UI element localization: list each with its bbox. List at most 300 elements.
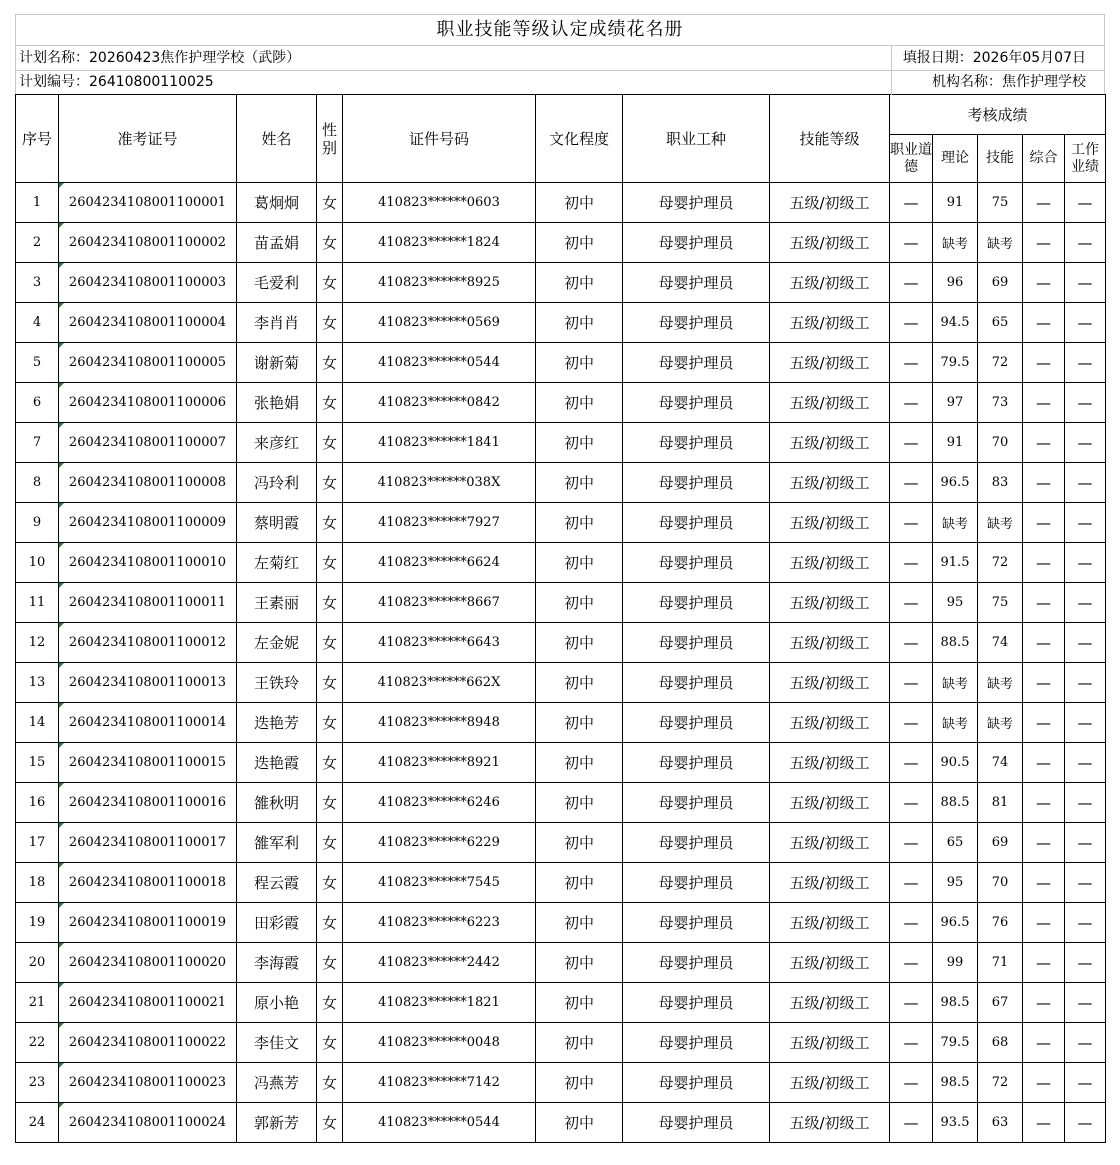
cell-ticket: 2604234108001100010 [59,543,237,583]
table-row [16,463,1106,503]
cell-gender: 女 [317,423,343,463]
cell-level: 五级/初级工 [770,903,890,943]
cell-skill: 83 [978,463,1023,503]
cell-seq: 8 [16,463,59,503]
cell-theory: 79.5 [933,343,978,383]
table-row [16,503,1106,543]
cell-education: 初中 [536,343,623,383]
cell-skill: 缺考 [978,223,1023,263]
cell-occupation: 母婴护理员 [623,743,770,783]
cell-skill: 70 [978,423,1023,463]
info-row-code [15,71,1105,94]
cell-level: 五级/初级工 [770,943,890,983]
cell-occupation: 母婴护理员 [623,463,770,503]
cell-skill: 72 [978,1063,1023,1103]
cell-work: — [1065,343,1106,383]
cell-ticket: 2604234108001100021 [59,983,237,1023]
cell-education: 初中 [536,983,623,1023]
cell-gender: 女 [317,903,343,943]
cell-gender: 女 [317,703,343,743]
cell-skill: 75 [978,583,1023,623]
cell-theory: 96.5 [933,903,978,943]
cell-gender: 女 [317,463,343,503]
cell-overall: — [1023,1103,1065,1143]
cell-skill: 71 [978,943,1023,983]
cell-name: 郭新芳 [237,1103,317,1143]
cell-level: 五级/初级工 [770,1103,890,1143]
cell-seq: 14 [16,703,59,743]
cell-level: 五级/初级工 [770,1023,890,1063]
cell-ethics: — [890,263,933,303]
plan-name: 计划名称：20260423焦作护理学校（武陟） [19,50,301,66]
cell-education: 初中 [536,703,623,743]
cell-work: — [1065,303,1106,343]
cell-theory: 98.5 [933,1063,978,1103]
cell-work: — [1065,1063,1106,1103]
table-row [16,303,1106,343]
header-overall: 综合 [1023,135,1065,183]
cell-skill: 69 [978,823,1023,863]
cell-overall: — [1023,623,1065,663]
cell-work: — [1065,223,1106,263]
cell-ethics: — [890,863,933,903]
cell-gender: 女 [317,863,343,903]
cell-gender: 女 [317,223,343,263]
cell-level: 五级/初级工 [770,263,890,303]
table-row [16,423,1106,463]
table-row [16,263,1106,303]
cell-occupation: 母婴护理员 [623,783,770,823]
cell-education: 初中 [536,1023,623,1063]
cell-work: — [1065,863,1106,903]
cell-name: 苗孟娟 [237,223,317,263]
header-theory: 理论 [933,135,978,183]
cell-id-no: 410823******1841 [343,423,536,463]
cell-ethics: — [890,743,933,783]
cell-overall: — [1023,783,1065,823]
cell-ethics: — [890,623,933,663]
cell-education: 初中 [536,903,623,943]
cell-gender: 女 [317,543,343,583]
cell-ticket: 2604234108001100007 [59,423,237,463]
cell-skill: 63 [978,1103,1023,1143]
info-divider [891,46,892,70]
header-skill: 技能 [978,135,1023,183]
cell-id-no: 410823******6223 [343,903,536,943]
header-work: 工作业绩 [1065,135,1106,183]
cell-overall: — [1023,583,1065,623]
header-id-no: 证件号码 [343,95,536,183]
cell-overall: — [1023,663,1065,703]
cell-skill: 81 [978,783,1023,823]
cell-name: 左菊红 [237,543,317,583]
cell-name: 王素丽 [237,583,317,623]
cell-seq: 6 [16,383,59,423]
cell-overall: — [1023,1023,1065,1063]
table-row [16,1023,1106,1063]
cell-education: 初中 [536,863,623,903]
cell-gender: 女 [317,343,343,383]
cell-education: 初中 [536,263,623,303]
cell-overall: — [1023,183,1065,223]
plan-code: 计划编号：26410800110025 [19,74,214,90]
cell-occupation: 母婴护理员 [623,863,770,903]
cell-occupation: 母婴护理员 [623,263,770,303]
cell-occupation: 母婴护理员 [623,583,770,623]
cell-skill: 缺考 [978,503,1023,543]
cell-name: 来彦红 [237,423,317,463]
cell-occupation: 母婴护理员 [623,383,770,423]
cell-theory: 93.5 [933,1103,978,1143]
cell-name: 迭艳霞 [237,743,317,783]
cell-occupation: 母婴护理员 [623,1023,770,1063]
cell-seq: 16 [16,783,59,823]
info-row-plan [15,45,1105,71]
cell-theory: 缺考 [933,223,978,263]
org-name: 机构名称：焦作护理学校 [932,74,1086,90]
cell-skill: 74 [978,623,1023,663]
cell-overall: — [1023,463,1065,503]
cell-work: — [1065,423,1106,463]
cell-id-no: 410823******7142 [343,1063,536,1103]
cell-ethics: — [890,303,933,343]
cell-ethics: — [890,463,933,503]
cell-level: 五级/初级工 [770,783,890,823]
cell-theory: 97 [933,383,978,423]
table-row [16,783,1106,823]
cell-seq: 7 [16,423,59,463]
table-row [16,743,1106,783]
cell-work: — [1065,503,1106,543]
cell-overall: — [1023,983,1065,1023]
cell-seq: 13 [16,663,59,703]
cell-skill: 72 [978,543,1023,583]
cell-id-no: 410823******0544 [343,1103,536,1143]
cell-overall: — [1023,303,1065,343]
cell-level: 五级/初级工 [770,823,890,863]
info-divider [891,71,892,95]
cell-seq: 11 [16,583,59,623]
cell-name: 李佳文 [237,1023,317,1063]
table-row [16,1103,1106,1143]
cell-overall: — [1023,423,1065,463]
cell-name: 田彩霞 [237,903,317,943]
cell-level: 五级/初级工 [770,863,890,903]
cell-ticket: 2604234108001100024 [59,1103,237,1143]
table-row [16,183,1106,223]
cell-overall: — [1023,383,1065,423]
cell-seq: 1 [16,183,59,223]
cell-gender: 女 [317,263,343,303]
cell-ethics: — [890,1063,933,1103]
cell-ticket: 2604234108001100003 [59,263,237,303]
cell-ethics: — [890,383,933,423]
cell-seq: 12 [16,623,59,663]
cell-theory: 65 [933,823,978,863]
cell-gender: 女 [317,383,343,423]
cell-seq: 23 [16,1063,59,1103]
cell-seq: 22 [16,1023,59,1063]
cell-skill: 缺考 [978,703,1023,743]
cell-seq: 24 [16,1103,59,1143]
cell-level: 五级/初级工 [770,383,890,423]
cell-skill: 76 [978,903,1023,943]
cell-work: — [1065,383,1106,423]
cell-occupation: 母婴护理员 [623,663,770,703]
cell-ethics: — [890,1023,933,1063]
cell-id-no: 410823******8667 [343,583,536,623]
cell-level: 五级/初级工 [770,303,890,343]
cell-gender: 女 [317,943,343,983]
cell-seq: 17 [16,823,59,863]
table-row [16,343,1106,383]
cell-id-no: 410823******6229 [343,823,536,863]
cell-name: 迭艳芳 [237,703,317,743]
cell-id-no: 410823******0842 [343,383,536,423]
cell-ticket: 2604234108001100001 [59,183,237,223]
cell-name: 冯玲利 [237,463,317,503]
header-seq: 序号 [16,95,59,183]
cell-name: 王铁玲 [237,663,317,703]
cell-id-no: 410823******0569 [343,303,536,343]
cell-gender: 女 [317,1063,343,1103]
cell-occupation: 母婴护理员 [623,503,770,543]
cell-education: 初中 [536,943,623,983]
cell-work: — [1065,1023,1106,1063]
cell-gender: 女 [317,1023,343,1063]
cell-work: — [1065,943,1106,983]
cell-overall: — [1023,943,1065,983]
cell-overall: — [1023,1063,1065,1103]
cell-level: 五级/初级工 [770,663,890,703]
cell-seq: 21 [16,983,59,1023]
cell-skill: 74 [978,743,1023,783]
cell-gender: 女 [317,503,343,543]
cell-level: 五级/初级工 [770,583,890,623]
cell-theory: 95 [933,583,978,623]
cell-name: 蔡明霞 [237,503,317,543]
cell-overall: — [1023,223,1065,263]
cell-gender: 女 [317,303,343,343]
cell-occupation: 母婴护理员 [623,423,770,463]
cell-education: 初中 [536,783,623,823]
cell-work: — [1065,783,1106,823]
table-row [16,943,1106,983]
cell-skill: 75 [978,183,1023,223]
cell-gender: 女 [317,983,343,1023]
cell-theory: 94.5 [933,303,978,343]
cell-work: — [1065,183,1106,223]
table-row [16,623,1106,663]
score-table [15,94,1106,1143]
cell-education: 初中 [536,223,623,263]
table-row [16,223,1106,263]
header-occupation: 职业工种 [623,95,770,183]
cell-overall: — [1023,343,1065,383]
cell-ticket: 2604234108001100006 [59,383,237,423]
cell-gender: 女 [317,583,343,623]
cell-name: 雒军利 [237,823,317,863]
cell-skill: 73 [978,383,1023,423]
cell-overall: — [1023,543,1065,583]
cell-work: — [1065,663,1106,703]
cell-ethics: — [890,423,933,463]
cell-overall: — [1023,863,1065,903]
cell-gender: 女 [317,183,343,223]
cell-level: 五级/初级工 [770,983,890,1023]
cell-id-no: 410823******038X [343,463,536,503]
cell-seq: 18 [16,863,59,903]
cell-overall: — [1023,903,1065,943]
cell-work: — [1065,823,1106,863]
cell-name: 李肖肖 [237,303,317,343]
cell-education: 初中 [536,383,623,423]
cell-theory: 91 [933,423,978,463]
cell-education: 初中 [536,583,623,623]
cell-skill: 72 [978,343,1023,383]
cell-level: 五级/初级工 [770,423,890,463]
cell-occupation: 母婴护理员 [623,703,770,743]
cell-occupation: 母婴护理员 [623,983,770,1023]
cell-ticket: 2604234108001100011 [59,583,237,623]
cell-occupation: 母婴护理员 [623,343,770,383]
cell-seq: 19 [16,903,59,943]
cell-gender: 女 [317,783,343,823]
cell-id-no: 410823******1824 [343,223,536,263]
cell-level: 五级/初级工 [770,1063,890,1103]
cell-name: 葛炯炯 [237,183,317,223]
roster-sheet [15,14,1105,1143]
cell-theory: 95 [933,863,978,903]
cell-level: 五级/初级工 [770,183,890,223]
cell-theory: 98.5 [933,983,978,1023]
cell-theory: 91.5 [933,543,978,583]
cell-ticket: 2604234108001100008 [59,463,237,503]
cell-ethics: — [890,183,933,223]
cell-level: 五级/初级工 [770,743,890,783]
cell-occupation: 母婴护理员 [623,1103,770,1143]
cell-ethics: — [890,503,933,543]
cell-overall: — [1023,703,1065,743]
cell-seq: 3 [16,263,59,303]
cell-work: — [1065,583,1106,623]
cell-name: 李海霞 [237,943,317,983]
cell-name: 毛爱利 [237,263,317,303]
cell-ticket: 2604234108001100022 [59,1023,237,1063]
cell-ticket: 2604234108001100004 [59,303,237,343]
cell-seq: 15 [16,743,59,783]
cell-name: 原小艳 [237,983,317,1023]
cell-gender: 女 [317,743,343,783]
cell-occupation: 母婴护理员 [623,943,770,983]
cell-theory: 缺考 [933,503,978,543]
cell-theory: 缺考 [933,703,978,743]
cell-ticket: 2604234108001100023 [59,1063,237,1103]
cell-level: 五级/初级工 [770,463,890,503]
cell-theory: 90.5 [933,743,978,783]
header-gender: 性别 [317,95,343,183]
cell-seq: 2 [16,223,59,263]
cell-work: — [1065,623,1106,663]
cell-ethics: — [890,983,933,1023]
cell-id-no: 410823******0048 [343,1023,536,1063]
cell-ethics: — [890,823,933,863]
cell-occupation: 母婴护理员 [623,543,770,583]
cell-level: 五级/初级工 [770,623,890,663]
cell-work: — [1065,263,1106,303]
cell-ticket: 2604234108001100018 [59,863,237,903]
cell-ticket: 2604234108001100015 [59,743,237,783]
cell-seq: 20 [16,943,59,983]
cell-id-no: 410823******1821 [343,983,536,1023]
cell-level: 五级/初级工 [770,703,890,743]
cell-ticket: 2604234108001100009 [59,503,237,543]
cell-id-no: 410823******7545 [343,863,536,903]
table-row [16,863,1106,903]
cell-theory: 99 [933,943,978,983]
cell-theory: 96.5 [933,463,978,503]
cell-education: 初中 [536,503,623,543]
cell-ethics: — [890,223,933,263]
cell-id-no: 410823******6643 [343,623,536,663]
cell-level: 五级/初级工 [770,503,890,543]
cell-education: 初中 [536,303,623,343]
cell-id-no: 410823******6624 [343,543,536,583]
cell-education: 初中 [536,543,623,583]
cell-ethics: — [890,343,933,383]
cell-seq: 4 [16,303,59,343]
cell-level: 五级/初级工 [770,543,890,583]
cell-level: 五级/初级工 [770,343,890,383]
cell-name: 谢新菊 [237,343,317,383]
cell-education: 初中 [536,463,623,503]
cell-work: — [1065,743,1106,783]
cell-ticket: 2604234108001100020 [59,943,237,983]
cell-ethics: — [890,1103,933,1143]
cell-ethics: — [890,783,933,823]
cell-gender: 女 [317,823,343,863]
cell-education: 初中 [536,1063,623,1103]
cell-education: 初中 [536,823,623,863]
table-row [16,983,1106,1023]
cell-id-no: 410823******8921 [343,743,536,783]
cell-skill: 67 [978,983,1023,1023]
table-row [16,543,1106,583]
header-education: 文化程度 [536,95,623,183]
table-row [16,903,1106,943]
cell-overall: — [1023,503,1065,543]
cell-name: 张艳娟 [237,383,317,423]
fill-date: 填报日期：2026年05月07日 [902,50,1086,66]
cell-education: 初中 [536,423,623,463]
header-ethics: 职业道德 [890,135,933,183]
cell-id-no: 410823******2442 [343,943,536,983]
cell-ticket: 2604234108001100012 [59,623,237,663]
cell-ethics: — [890,703,933,743]
header-level: 技能等级 [770,95,890,183]
cell-work: — [1065,543,1106,583]
table-row [16,1063,1106,1103]
cell-work: — [1065,703,1106,743]
cell-education: 初中 [536,743,623,783]
cell-occupation: 母婴护理员 [623,1063,770,1103]
cell-work: — [1065,463,1106,503]
cell-occupation: 母婴护理员 [623,623,770,663]
cell-theory: 96 [933,263,978,303]
cell-id-no: 410823******0603 [343,183,536,223]
cell-overall: — [1023,743,1065,783]
cell-theory: 79.5 [933,1023,978,1063]
